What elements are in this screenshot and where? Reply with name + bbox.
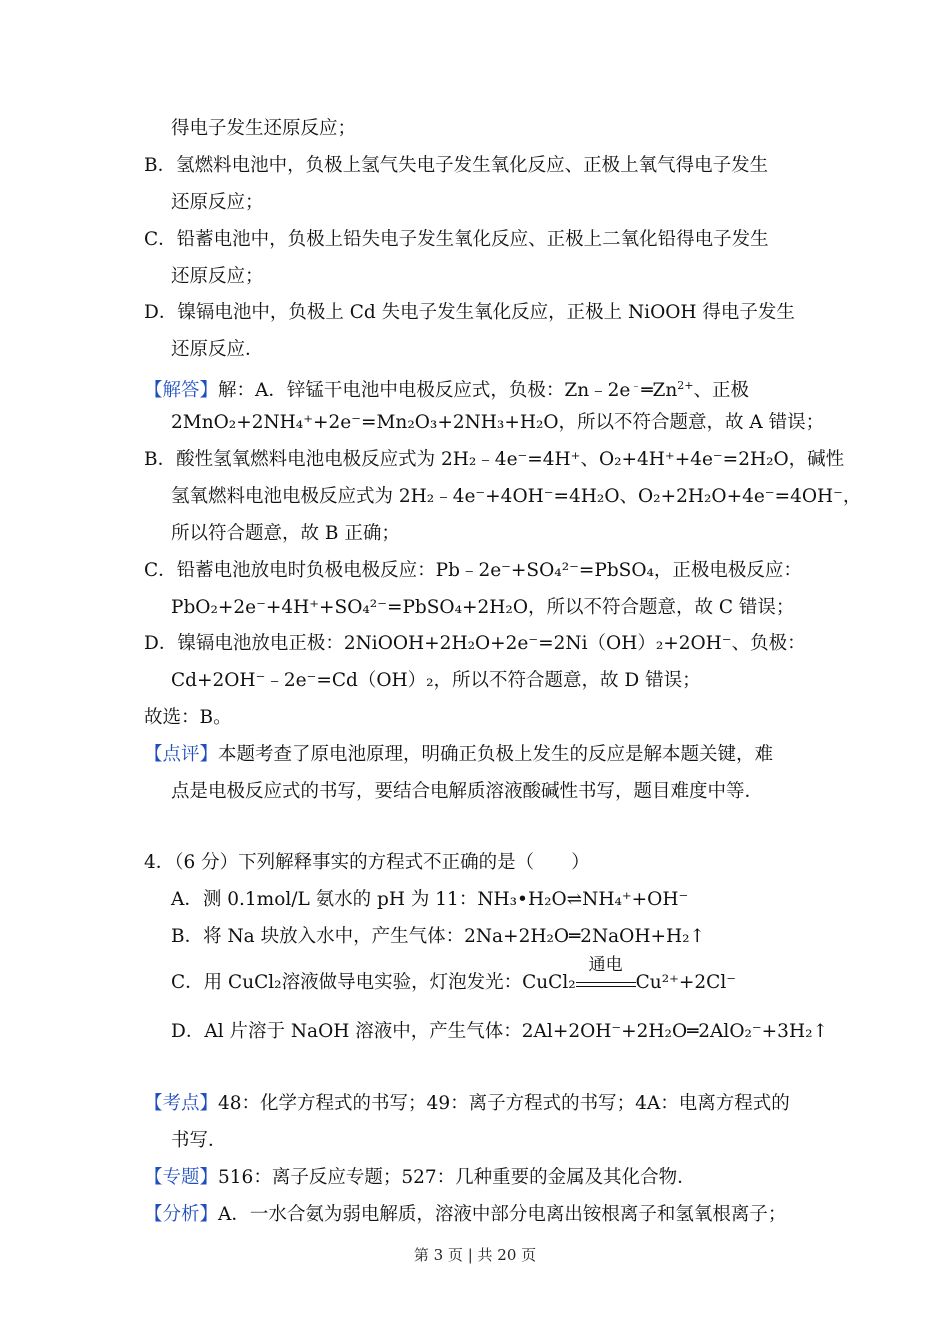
condition-label: 通电 <box>588 955 623 975</box>
option-c-post: Cu²⁺+2Cl⁻ <box>635 972 737 993</box>
answer-line: 【解答】解：A．锌锰干电池中电极反应式，负极：$Zn﹣2e^﹣═Zn^{2+}$、正极 <box>144 379 750 401</box>
text-line: D．镍镉电池放电正极：2NiOOH+2H₂O+2e⁻=2Ni（OH）₂+2OH⁻、负极： <box>144 633 806 654</box>
text-line: PbO₂+2e⁻+4H⁺+SO₄²⁻=PbSO₄+2H₂O，所以不符合题意，故 C 错误； <box>171 597 795 618</box>
fenxi-tag: 【分析】 <box>144 1204 219 1225</box>
text-line: 还原反应． <box>171 339 264 360</box>
text-line: D．镍镉电池中，负极上 Cd 失电子发生氧化反应，正极上 NiOOH 得电子发生 <box>144 302 795 323</box>
question-4: 4．（6 分）下列解释事实的方程式不正确的是（ ） <box>144 852 590 873</box>
text-line: 点是电极反应式的书写，要结合电解质溶液酸碱性书写，题目难度中等． <box>171 781 764 802</box>
zhuanti-text: 516：离子反应专题；527：几种重要的金属及其化合物． <box>218 1167 696 1188</box>
zhuanti-tag: 【专题】 <box>144 1167 219 1188</box>
text-line: C．铅蓄电池中，负极上铅失电子发生氧化反应、正极上二氧化铅得电子发生 <box>144 229 769 250</box>
text-line: Cd+2OH⁻﹣2e⁻=Cd（OH）₂，所以不符合题意，故 D 错误； <box>171 670 701 691</box>
answer-text-a2: ═Zn <box>641 380 678 401</box>
electrolysis-condition <box>576 955 636 996</box>
text-line: 书写． <box>171 1130 227 1151</box>
option-d: D．Al 片溶于 NaOH 溶液中，产生气体：2Al+2OH⁻+2H₂O═2AlO₂⁻+3H₂↑ <box>171 1021 828 1042</box>
option-c-pre: C．用 CuCl₂溶液做导电实验，灯泡发光：CuCl₂ <box>171 972 576 993</box>
zhuanti-line <box>144 1165 696 1191</box>
fenxi-line <box>144 1202 786 1228</box>
text-line: B．酸性氢氧燃料电池电极反应式为 2H₂﹣4e⁻=4H⁺、O₂+4H⁺+4e⁻=2H₂O，碱性 <box>144 449 845 470</box>
option-a: A．测 0.1mol/L 氨水的 pH 为 11：NH₃•H₂O⇌NH₄⁺+OH⁻ <box>171 889 689 910</box>
option-b: B．将 Na 块放入水中，产生气体：2Na+2H₂O═2NaOH+H₂↑ <box>171 926 706 947</box>
answer-tag: 【解答】 <box>144 380 219 401</box>
kaodian-text: 48：化学方程式的书写；49：离子方程式的书写；4A：电离方程式的 <box>218 1093 790 1114</box>
comment-line <box>144 742 773 768</box>
text-line: 氢氧燃料电池电极反应式为 2H₂﹣4e⁻+4OH⁻=4H₂O、O₂+2H₂O+4e⁻=4OH⁻， <box>171 486 862 507</box>
text-line: B．氢燃料电池中，负极上氢气失电子发生氧化反应、正极上氧气得电子发生 <box>144 155 769 176</box>
text-line: 还原反应； <box>171 192 264 213</box>
text-line: 得电子发生还原反应； <box>171 118 357 139</box>
kaodian-line <box>144 1091 790 1117</box>
kaodian-tag: 【考点】 <box>144 1093 219 1114</box>
text-line: 2MnO₂+2NH₄⁺+2e⁻=Mn₂O₃+2NH₃+H₂O，所以不符合题意，故 A 错误； <box>171 412 825 433</box>
text-line: 还原反应； <box>171 266 264 287</box>
text-line: 所以符合题意，故 B 正确； <box>171 523 400 544</box>
answer-text-a3: 、正极 <box>693 380 750 401</box>
text-line: C．铅蓄电池放电时负极电极反应：Pb﹣2e⁻+SO₄²⁻=PbSO₄，正极电极反应： <box>144 560 802 581</box>
page-footer: 第 3 页 | 共 20 页 <box>413 1246 537 1264</box>
text-line: 故选：B。 <box>144 707 232 728</box>
fenxi-text: A．一水合氨为弱电解质，溶液中部分电离出铵根离子和氢氧根离子； <box>218 1204 787 1225</box>
option-c <box>171 955 737 996</box>
answer-text-a: 解：A．锌锰干电池中电极反应式，负极：Zn﹣2e <box>218 380 631 401</box>
comment-text: 本题考查了原电池原理，明确正负极上发生的反应是解本题关键，难 <box>218 744 774 765</box>
comment-tag: 【点评】 <box>144 744 219 765</box>
